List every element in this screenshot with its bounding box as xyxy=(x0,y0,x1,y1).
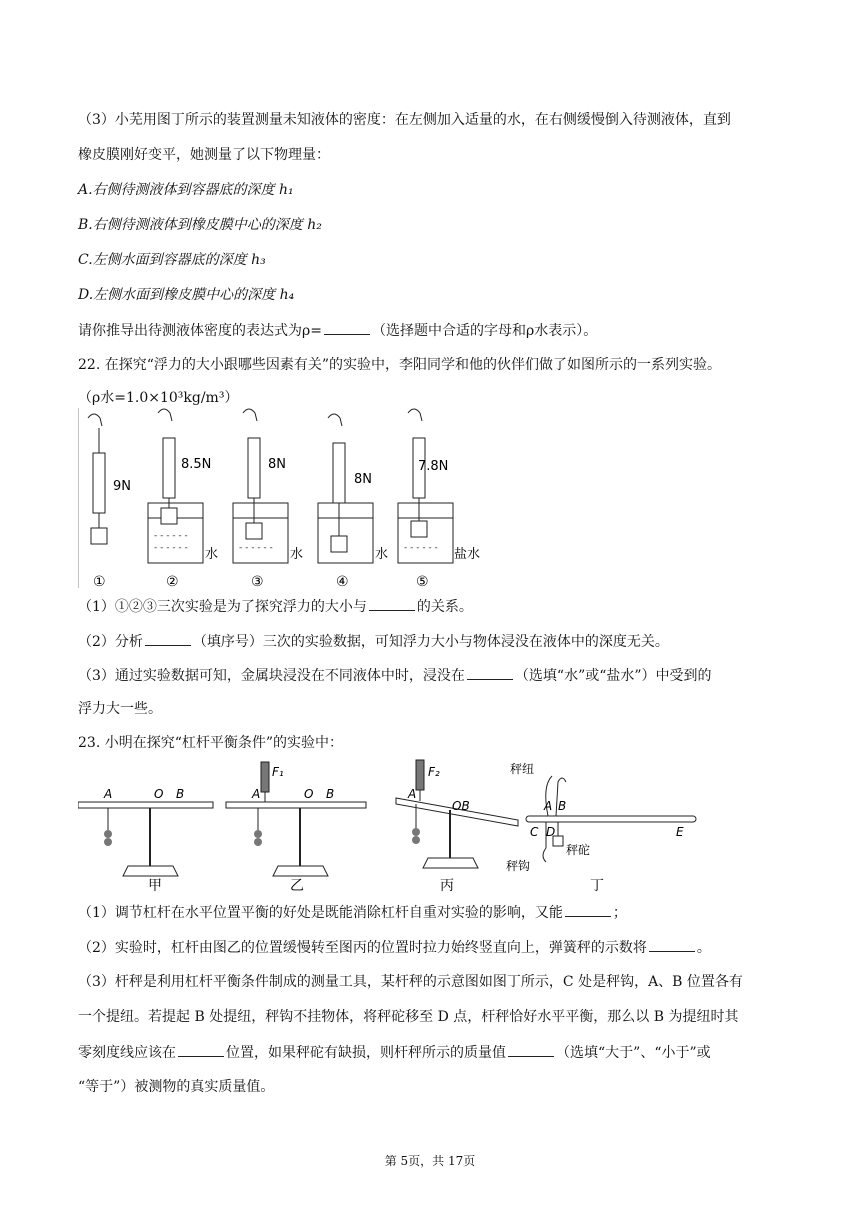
q23-sub3-line3 xyxy=(78,1042,711,1063)
label-3: ③ xyxy=(251,574,264,588)
liquid-2: 水 xyxy=(205,547,219,562)
label-weight: 秤砣 xyxy=(566,843,591,857)
label-A4: A xyxy=(544,799,553,813)
setup-1 xyxy=(88,414,131,588)
q22-sub2-b: （填序号）三次的实验数据，可知浮力大小与物体浸没在液体中的深度无关。 xyxy=(192,634,669,650)
reading-4: 8N xyxy=(354,472,372,487)
lever-figure xyxy=(78,758,708,893)
answer-blank[interactable] xyxy=(508,1042,554,1057)
setup-3 xyxy=(233,409,303,588)
label-A3: A xyxy=(408,787,417,801)
label-A: A xyxy=(104,787,113,801)
q23-sub3-a: 零刻度线应该在 xyxy=(78,1045,176,1061)
caption-ding: 丁 xyxy=(590,878,604,893)
reading-5: 7.8N xyxy=(418,459,449,474)
page-footer: 第 5页，共 17页 xyxy=(384,1154,476,1168)
label-B2: B xyxy=(326,787,335,801)
q23-sub1-b: ； xyxy=(612,905,627,921)
q22-given: （ρ水=1.0×10³kg/m³） xyxy=(78,390,239,406)
q21-option-a: A.右侧待测液体到容器底的深度 h₁ xyxy=(78,182,294,198)
q22-stem: 22. 在探究“浮力的大小跟哪些因素有关”的实验中，李阳同学和他的伙伴们做了如图所示的一系列实验。 xyxy=(78,357,722,373)
q23-sub1-a: （1）调节杠杆在水平位置平衡的好处是既能消除杠杆自重对实验的影响，又能 xyxy=(78,905,563,921)
q22-sub2 xyxy=(78,631,669,652)
reading-1: 9N xyxy=(113,479,131,494)
label-4: ④ xyxy=(336,574,349,588)
lever-bing xyxy=(396,760,518,893)
setup-2 xyxy=(148,409,218,588)
q22-sub3-cont: 浮力大一些。 xyxy=(78,701,162,717)
label-E: E xyxy=(676,825,684,839)
liquid-5: 盐水 xyxy=(454,547,481,562)
lever-yi xyxy=(226,762,366,893)
liquid-3: 水 xyxy=(290,547,304,562)
label-C: C xyxy=(530,825,539,839)
q23-sub3-line1: （3）杆秤是利用杠杆平衡条件制成的测量工具，某杆秤的示意图如图丁所示，C 处是秤钩，A、B 位置各有 xyxy=(78,974,743,990)
svg-text:- - - - - -: - - - - - - xyxy=(239,543,273,553)
svg-text:- - - - - -: - - - - - - xyxy=(404,543,438,553)
label-hook: 秤钩 xyxy=(506,859,531,873)
q22-sub3-b: （选填“水”或“盐水”）中受到的 xyxy=(514,668,712,684)
q23-stem: 23. 小明在探究“杠杆平衡条件”的实验中： xyxy=(78,735,344,751)
q23-sub1 xyxy=(78,902,627,923)
answer-blank[interactable] xyxy=(565,902,611,917)
setup-4 xyxy=(318,414,388,588)
reading-2: 8.5N xyxy=(181,457,212,472)
answer-blank[interactable] xyxy=(178,1042,224,1057)
label-A2: A xyxy=(252,787,261,801)
q21-option-b: B.右侧待测液体到橡皮膜中心的深度 h₂ xyxy=(78,217,322,233)
label-O: O xyxy=(154,787,164,801)
q22-sub1-a: （1）①②③三次实验是为了探究浮力的大小与 xyxy=(78,599,367,615)
q21-option-c: C.左侧水面到容器底的深度 h₃ xyxy=(78,252,266,268)
q23-sub2-b: 。 xyxy=(696,940,711,956)
answer-blank[interactable] xyxy=(467,665,513,680)
svg-text:- - - - - -: - - - - - - xyxy=(154,531,188,541)
buoyancy-figure xyxy=(78,408,498,588)
q23-sub3-b: 位置，如果秤砣有缺损，则杆秤所示的质量值 xyxy=(226,1045,506,1061)
q22-sub2-a: （2）分析 xyxy=(78,634,143,650)
label-OB: OB xyxy=(452,799,470,813)
setup-5 xyxy=(398,409,480,588)
label-B: B xyxy=(176,787,185,801)
q22-sub1 xyxy=(78,596,473,617)
caption-yi: 乙 xyxy=(290,878,304,893)
q23-sub3-line4: “等于”）被测物的真实质量值。 xyxy=(78,1079,275,1095)
q21-ask xyxy=(78,320,597,341)
q21-ask-text: 请你推导出待测液体密度的表达式为ρ= xyxy=(78,323,322,339)
q22-sub3 xyxy=(78,665,712,686)
label-knob: 秤纽 xyxy=(510,762,535,776)
q22-sub3-a: （3）通过实验数据可知，金属块浸没在不同液体中时，浸没在 xyxy=(78,668,465,684)
label-2: ② xyxy=(166,574,179,588)
q21-option-d: D.左侧水面到橡皮膜中心的深度 h₄ xyxy=(78,287,295,303)
q22-sub1-b: 的关系。 xyxy=(416,599,473,615)
q23-sub2-a: （2）实验时，杠杆由图乙的位置缓慢转至图丙的位置时拉力始终竖直向上，弹簧秤的示数将 xyxy=(78,940,647,956)
q23-sub2 xyxy=(78,937,711,958)
q23-sub3-c: （选填“大于”、“小于”或 xyxy=(556,1045,711,1061)
label-F1: F₁ xyxy=(272,765,284,779)
label-B4: B xyxy=(558,799,567,813)
svg-text:- - - - - -: - - - - - - xyxy=(154,543,188,553)
label-1: ① xyxy=(93,574,106,588)
label-5: ⑤ xyxy=(416,574,429,588)
q21-part3-line2: 橡皮膜刚好变平，她测量了以下物理量： xyxy=(78,147,330,163)
steelyard-ding xyxy=(506,762,696,893)
label-D: D xyxy=(546,825,556,839)
reading-3: 8N xyxy=(268,457,286,472)
answer-blank[interactable] xyxy=(324,320,370,335)
q21-ask-tail: （选择题中合适的字母和ρ水表示）。 xyxy=(371,323,598,339)
liquid-4: 水 xyxy=(375,547,389,562)
caption-jia: 甲 xyxy=(148,878,162,893)
q21-part3-line1: （3）小芜用图丁所示的装置测量未知液体的密度：在左侧加入适量的水，在右侧缓慢倒入待测液体，直到 xyxy=(78,112,731,128)
answer-blank[interactable] xyxy=(145,631,191,646)
answer-blank[interactable] xyxy=(649,937,695,952)
label-O2: O xyxy=(304,787,314,801)
answer-blank[interactable] xyxy=(369,596,415,611)
caption-bing: 丙 xyxy=(440,878,454,893)
lever-jia xyxy=(78,787,213,893)
label-F2: F₂ xyxy=(428,765,440,779)
q23-sub3-line2: 一个提纽。若提起 B 处提纽，秤钩不挂物体，将秤砣移至 D 点，杆秤恰好水平平衡，那么以 B 为提纽时其 xyxy=(78,1009,739,1025)
